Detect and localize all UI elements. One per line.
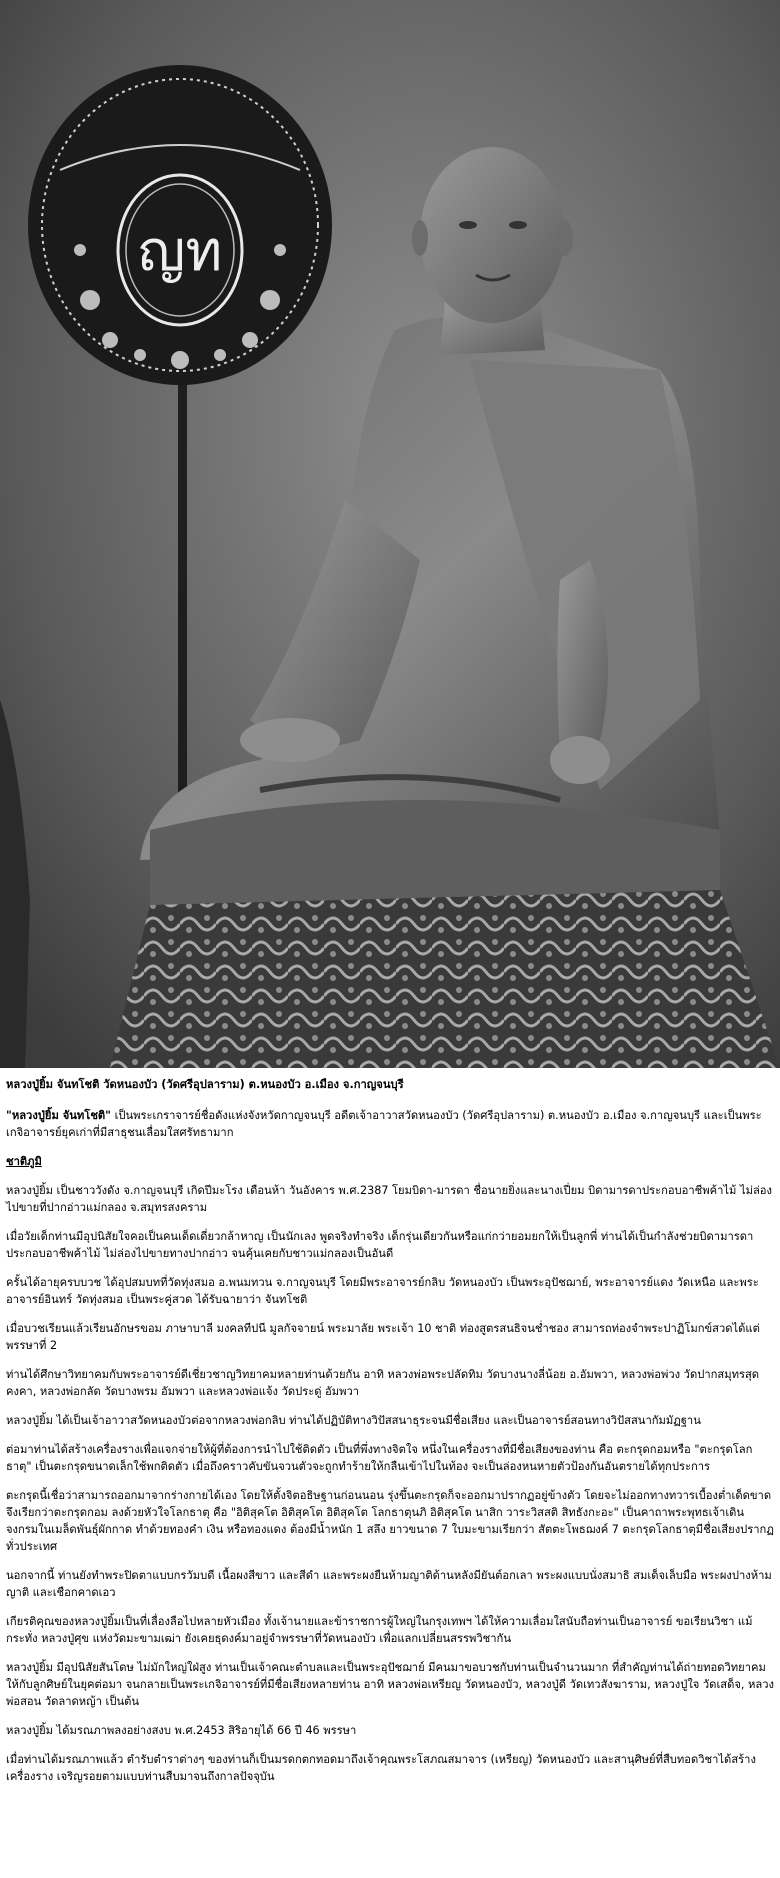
- paragraph-3: ครั้นได้อายุครบบวช ได้อุปสมบทที่วัดทุ่งสมอ อ.พนมทวน จ.กาญจนบุรี โดยมีพระอาจารย์กลิบ วัดหนองบัว เป็นพระอุปัชฌาย์, พระอาจารย์แดง วัดเหนือ และพระอาจารย์อินทร์ วัดทุ่งสมอ เป็นพระคู่สวด ได้รับฉายาว่า จันทโชติ: [6, 1276, 759, 1306]
- fan-monogram: ญท: [137, 219, 223, 284]
- paragraph-6: หลวงปู่ยิ้ม ได้เป็นเจ้าอาวาสวัดหนองบัวต่อจากหลวงพ่อกลิบ ท่านได้ปฏิบัติทางวิปัสสนาธุระจนมีชื่อเสียง และเป็นอาจารย์สอนทางวิปัสสนากัมมัฏฐาน: [6, 1414, 701, 1427]
- article: [0, 1068, 780, 1785]
- intro-text: เป็นพระเกราจารย์ชื่อดังแห่งจังหวัดกาญจนบุรี อดีตเจ้าอาวาสวัดหนองบัว (วัดศรีอุปลาราม) ต.หนองบัว อ.เมือง จ.กาญจนบุรี และเป็นพระเกจิอาจารย์ยุคเก่าที่มีสาธุชนเลื่อมใสศรัทธามาก: [6, 1109, 762, 1139]
- paragraph-11: หลวงปู่ยิ้ม มีอุปนิสัยสันโดษ ไม่มักใหญ่ใฝ่สูง ท่านเป็นเจ้าคณะตำบลและเป็นพระอุปัชฌาย์ มีคนมาขอบวชกับท่านเป็นจำนวนมาก ที่สำคัญท่านได้ถ่ายทอดวิทยาคมให้กับลูกศิษย์ในยุคต่อมา จนกลายเป็นพระเกจิอาจารย์ที่มีชื่อเสียงหลายท่าน อาทิ หลวงพ่อเหรียญ วัดหนองบัว, หลวงปู่ดี วัดเทวสังฆาราม, หลวงปู่ใจ วัดเสด็จ, หลวงพ่อสอน วัดลาดหญ้า เป็นต้น: [6, 1661, 775, 1708]
- paragraph-4: เมื่อบวชเรียนแล้วเรียนอักษรขอม ภาษาบาลี มงคลทีปนี มูลกัจจายน์ พระมาลัย พระเจ้า 10 ชาติ ท่องสูตรสนธิจนช่ำชอง สามารถท่องจำพระปาฏิโมกข์สวดได้แต่พรรษาที่ 2: [6, 1322, 760, 1352]
- paragraph-10: เกียรติคุณของหลวงปู่ยิ้มเป็นที่เลื่องลือไปหลายหัวเมือง ทั้งเจ้านายและข้าราชการผู้ใหญ่ในกรุงเทพฯ ได้ให้ความเลื่อมใสนับถือท่านเป็นอาจารย์ ขอเรียนวิชา แม้กระทั่ง หลวงปู่ศุข แห่งวัดมะขามเฒ่า ยังเคยธุดงค์มาอยู่จำพรรษาที่วัดหนองบัว เพื่อแลกเปลี่ยนสรรพวิชากัน: [6, 1615, 753, 1645]
- patterned-mat: [110, 890, 780, 1068]
- paragraph-5: ท่านได้ศึกษาวิทยาคมกับพระอาจารย์ดีเชี่ยวชาญวิทยาคมหลายท่านด้วยกัน อาทิ หลวงพ่อพระปลัดทิม วัดบางนางลี่น้อย อ.อัมพวา, หลวงพ่อพ่วง วัดปากสมุทรสุดคงคา, หลวงพ่อกลัด วัดบางพรม อัมพวา และหลวงพ่อแจ้ง วัดประดู่ อัมพวา: [6, 1368, 760, 1398]
- article-title: หลวงปู่ยิ้ม จันทโชติ วัดหนองบัว (วัดศรีอุปลาราม) ต.หนองบัว อ.เมือง จ.กาญจนบุรี: [6, 1078, 404, 1091]
- intro-name: "หลวงปู่ยิ้ม จันทโชติ": [6, 1109, 112, 1122]
- paragraph-1: หลวงปู่ยิ้ม เป็นชาววังดัง จ.กาญจนบุรี เกิดปีมะโรง เดือนห้า วันอังคาร พ.ศ.2387 โยมบิดา-มารดา ชื่อนายยิ่งและนางเปี่ยม บิดามารดาประกอบอาชีพค้าไม้ ไม่ล่องไปขายที่ปากอ่าวแม่กลอง จ.สมุทรสงคราม: [6, 1184, 772, 1214]
- fan-stick: [178, 330, 187, 850]
- paragraph-7: ต่อมาท่านได้สร้างเครื่องรางเพื่อแจกจ่ายให้ผู้ที่ต้องการนำไปใช้ติดตัว เป็นที่พึ่งทางจิตใจ หนึ่งในเครื่องรางที่มีชื่อเสียงของท่าน คือ ตะกรุดกอมหรือ "ตะกรุดโลกธาตุ" เป็นตะกรุดขนาดเล็กใช้พกติดตัว เมื่อถึงคราวคับขันจวนตัวจะถูกทำร้ายให้กลืนเข้าไปในท้อง จะเป็นล่องหนหายตัวป้องกันอันตรายได้ทุกประการ: [6, 1443, 753, 1473]
- section-heading: ชาติภูมิ: [6, 1155, 42, 1168]
- paragraph-2: เมื่อวัยเด็กท่านมีอุปนิสัยใจคอเป็นคนเด็ดเดี่ยวกล้าหาญ เป็นนักเลง พูดจริงทำจริง เด็กรุ่นเดียวกันหรือแก่กว่ายอมยกให้เป็นลูกพี่ ท่านได้เป็นกำลังช่วยบิดามารดาประกอบอาชีพค้าไม้ ไม่ล่องไปขายทางปากอ่าว จนคุ้นเคยกับชาวแม่กลองเป็นอันดี: [6, 1230, 754, 1260]
- paragraph-13: เมื่อท่านได้มรณภาพแล้ว ตำรับตำราต่างๆ ของท่านก็เป็นมรดกตกทอดมาถึงเจ้าคุณพระโสภณสมาจาร (เหรียญ) วัดหนองบัว และสานุศิษย์ที่สืบทอดวิชาได้สร้างเครื่องราง เจริญรอยตามแบบท่านสืบมาจนถึงกาลปัจจุบัน: [6, 1753, 756, 1783]
- paragraph-12: หลวงปู่ยิ้ม ได้มรณภาพลงอย่างสงบ พ.ศ.2453 สิริอายุได้ 66 ปี 46 พรรษา: [6, 1724, 357, 1737]
- paragraph-9: นอกจากนี้ ท่านยังทำพระปิดตาแบบกรวัมบดี เนื้อผงสีขาว และสีดำ และพระผงยืนห้ามญาติด้านหลังมียันต์อกเลา พระผงแบบนั่งสมาธิ สมเด็จเล็บมือ พระผงปางห้ามญาติ และเชือกคาดเอว: [6, 1569, 772, 1599]
- ceremonial-fan: [28, 65, 332, 385]
- intro-paragraph: [6, 1107, 774, 1141]
- paragraph-8: ตะกรุดนี้เชื่อว่าสามารถออกมาจากร่างกายได้เอง โดยให้ตั้งจิตอธิษฐานก่อนนอน รุ่งขึ้นตะกรุดก็จะออกมาปรากฏอยู่ข้างตัว โดยจะไม่ออกทางทวารเบื้องต่ำเด็ดขาด จึงเรียกว่าตะกรุดกอม ลงด้วยหัวใจโลกธาตุ คือ "อิติสุคโต อิติสุคโต อิติสุคโต โลกธาตุนภิ อิติสุคโต นาสิก วาระวิสสติ สิทธังกะอะ" เป็นคาถาพระพุทธเจ้าเดินจงกรมในเมล็ดพันธุ์ผักกาด ทำด้วยทองคำ เงิน หรือทองแดง ต้องมีน้ำหนัก 1 สลึง ยาวขนาด 7 ใบมะขามเรียกว่า สัตตะโพธฌงค์ 7 ตะกรุดโลกธาตุมีชื่อเสียงปรากฏทั่วประเทศ: [6, 1489, 774, 1553]
